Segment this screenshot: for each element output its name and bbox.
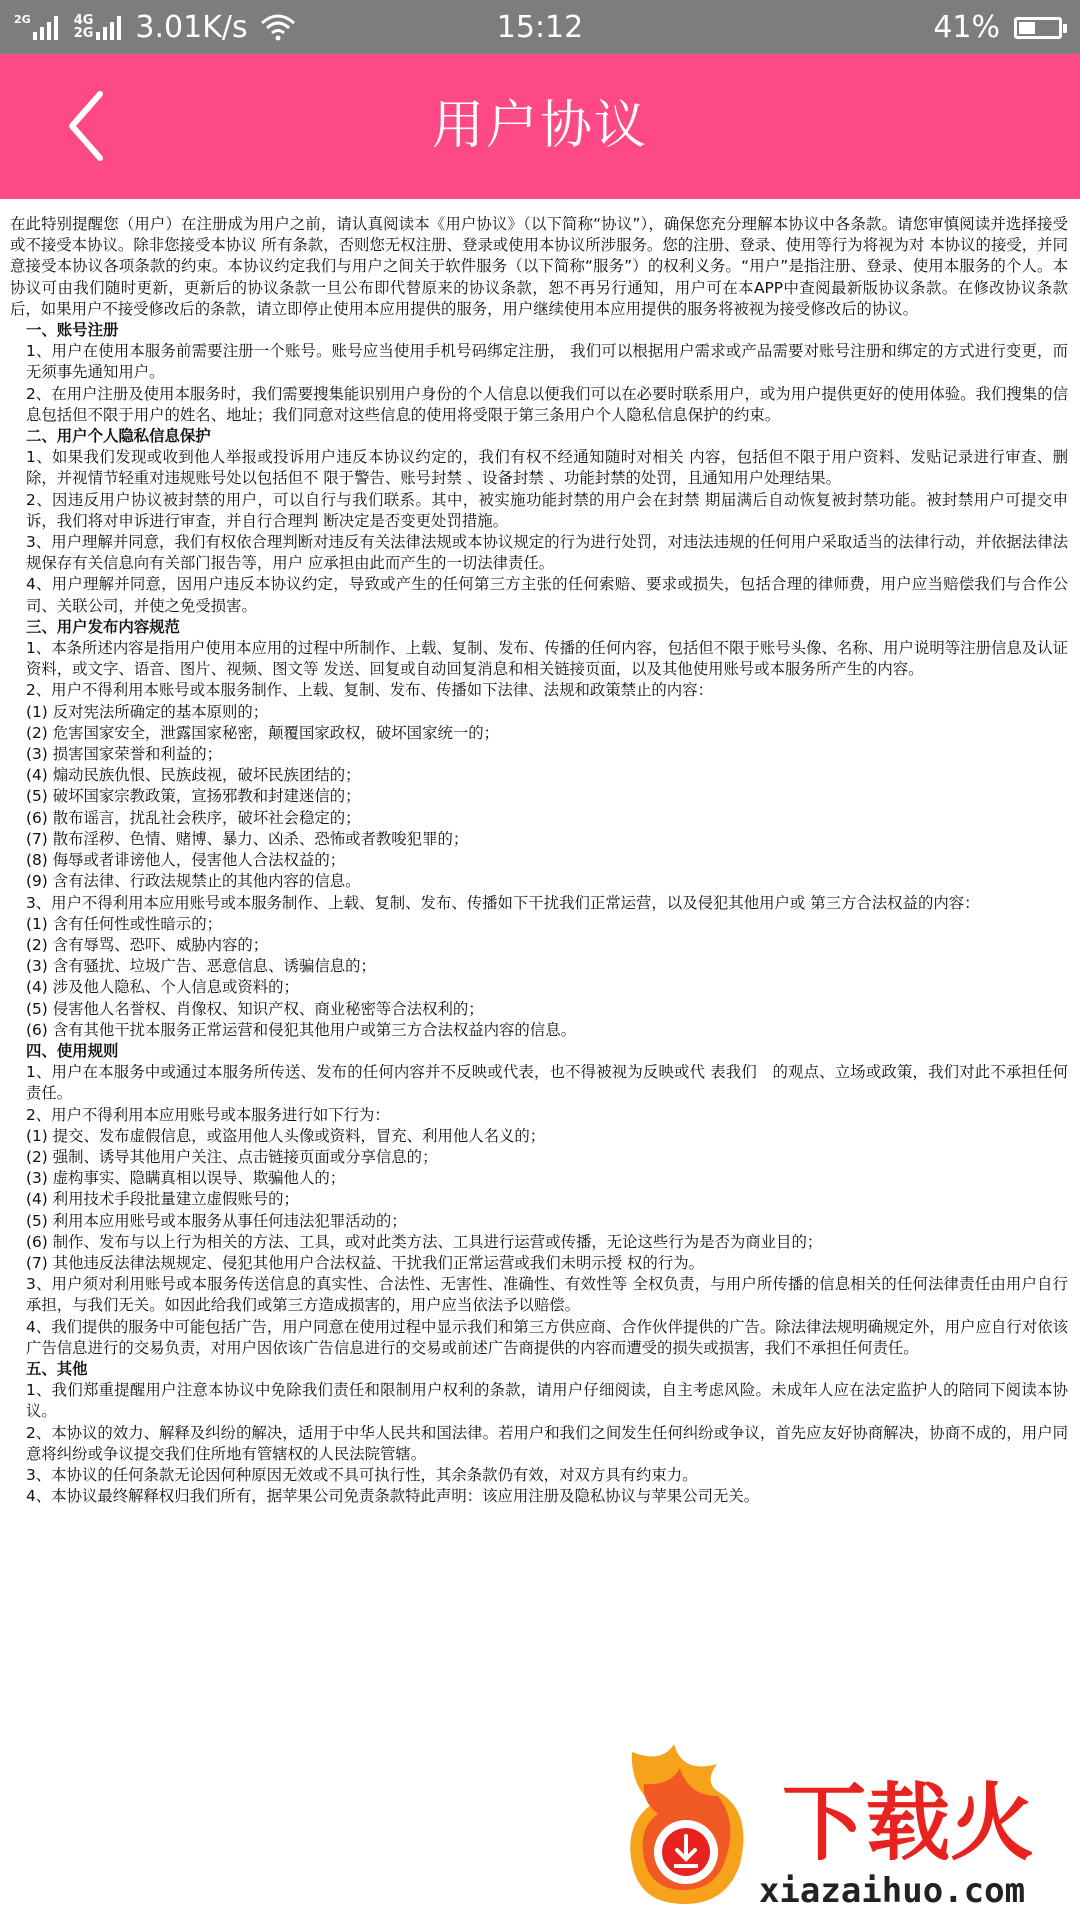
battery-percent: 41% <box>933 10 1000 45</box>
list-item: (8) 侮辱或者诽谤他人，侵害他人合法权益的； <box>26 851 346 870</box>
list-item: (6) 制作、发布与以上行为相关的方法、工具，或对此类方法、工具进行运营或传播，无论这些行为是否为商业目的； <box>26 1232 823 1251</box>
list-item: (2) 危害国家安全，泄露国家秘密，颠覆国家政权，破坏国家统一的； <box>26 723 500 742</box>
list-item: (1) 含有任何性或性暗示的； <box>26 914 222 933</box>
list-item: (6) 散布谣言，扰乱社会秩序，破坏社会稳定的； <box>26 808 361 827</box>
paragraph: 4、用户理解并同意，因用户违反本协议约定，导致或产生的任何第三方主张的任何索赔、要求或损失，包括合理的律师费，用户应当赔偿我们与合作公司、关联公司，并使之免受损害。 <box>26 575 1068 615</box>
watermark-brand: 下载火 <box>781 1774 1035 1872</box>
paragraph: 4、我们提供的服务中可能包括广告，用户同意在使用过程中显示我们和第三方供应商、合作伙伴提供的广告。除法律法规明确规定外，用户应自行对依该广告信息进行的交易负责，对用户因依该广告信息进行的交易或前述广告商提供的内容而遭受的损失或损害，我们不承担任何责任。 <box>26 1317 1068 1357</box>
section-heading: 三、用户发布内容规范 <box>26 617 180 636</box>
list-item: (1) 反对宪法所确定的基本原则的； <box>26 702 269 721</box>
battery-status <box>933 10 1062 45</box>
paragraph: 2、在用户注册及使用本服务时，我们需要搜集能识别用户身份的个人信息以便我们可以在必要时联系用户，或为用户提供更好的使用体验。我们搜集的信息包括但不限于用户的姓名、地址；我们同意对这些信息的使用将受限于第三条用户个人隐私信息保护的约束。 <box>26 384 1068 424</box>
section-heading: 二、用户个人隐私信息保护 <box>26 427 211 446</box>
paragraph: 2、本协议的效力、解释及纠纷的解决，适用于中华人民共和国法律。若用户和我们之间发生任何纠纷或争议，首先应友好协商解决，协商不成的，用户同意将纠纷或争议提交我们住所地有管辖权的人民法院管辖。 <box>26 1423 1068 1463</box>
paragraph: 2、用户不得利用本账号或本服务制作、上载、复制、发布、传播如下法律、法规和政策禁止的内容： <box>26 681 713 700</box>
back-arrow-icon <box>72 94 100 158</box>
list-item: (4) 煽动民族仇恨、民族歧视，破坏民族团结的； <box>26 766 361 785</box>
paragraph: 2、用户不得利用本应用账号或本服务进行如下行为： <box>26 1105 390 1124</box>
section-heading: 一、账号注册 <box>26 321 119 340</box>
paragraph: 1、如果我们发现或收到他人举报或投诉用户违反本协议约定的，我们有权不经通知随时对相关 内容，包括但不限于用户资料、发贴记录进行审查、删除，并视情节轻重对违规账号处以包括但不 限于警告、账号封禁 、设备封禁 、功能封禁的处罚，且通知用户处理结果。 <box>26 448 1068 488</box>
clock: 15:12 <box>496 10 584 45</box>
list-item: (1) 提交、发布虚假信息，或盗用他人头像或资料，冒充、利用他人名义的； <box>26 1126 546 1145</box>
list-item: (3) 虚构事实、隐瞒真相以误导、欺骗他人的； <box>26 1169 346 1188</box>
paragraph: 4、本协议最终解释权归我们所有，据苹果公司免责条款特此声明：该应用注册及隐私协议与苹果公司无关。 <box>26 1487 760 1506</box>
net-speed: 3.01K/s <box>135 9 248 45</box>
back-button[interactable] <box>60 86 120 166</box>
battery-fill <box>1019 22 1035 34</box>
paragraph: 3、用户理解并同意，我们有权依合理判断对违反有关法律法规或本协议规定的行为进行处罚，对违法违规的任何用户采取适当的法律行动，并依据法律法规保存有关信息向有关部门报告等，用户 应承担由此而产生的一切法律责任。 <box>26 533 1068 573</box>
watermark-domain: xiazaihuo.com <box>758 1871 1026 1911</box>
list-item: (5) 侵害他人名誉权、肖像权、知识产权、商业秘密等合法权利的； <box>26 999 484 1018</box>
paragraph: 1、用户在使用本服务前需要注册一个账号。账号应当使用手机号码绑定注册， 我们可以根据用户需求或产品需要对账号注册和绑定的方式进行变更，而无须事先通知用户。 <box>26 342 1068 382</box>
signal-2-bottom: 2G <box>73 26 94 41</box>
list-item: (2) 强制、诱导其他用户关注、点击链接页面或分享信息的； <box>26 1147 438 1166</box>
list-item: (7) 散布淫秽、色情、赌博、暴力、凶杀、恐怖或者教唆犯罪的； <box>26 829 469 848</box>
paragraph: 1、我们郑重提醒用户注意本协议中免除我们责任和限制用户权利的条款，请用户仔细阅读，自主考虑风险。未成年人应在法定监护人的陪同下阅读本协议。 <box>26 1381 1068 1421</box>
paragraph: 2、因违反用户协议被封禁的用户，可以自行与我们联系。其中，被实施功能封禁的用户会在封禁 期届满后自动恢复被封禁功能。被封禁用户可提交申诉，我们将对申诉进行审查，并自行合理判 断决定是否变更处罚措施。 <box>26 490 1068 530</box>
list-item: (3) 损害国家荣誉和利益的； <box>26 745 222 764</box>
agreement-text <box>10 214 1068 1507</box>
battery-icon <box>1014 17 1062 39</box>
list-item: (9) 含有法律、行政法规禁止的其他内容的信息。 <box>26 872 361 891</box>
status-bar <box>0 0 1080 54</box>
paragraph: 1、用户在本服务中或通过本服务所传送、发布的任何内容并不反映或代表，也不得被视为反映或代 表我们 的观点、立场或政策，我们对此不承担任何责任。 <box>26 1063 1068 1103</box>
list-item: (4) 利用技术手段批量建立虚假账号的； <box>26 1190 299 1209</box>
section-heading: 五、其他 <box>26 1359 88 1378</box>
list-item: (6) 含有其他干扰本服务正常运营和侵犯其他用户或第三方合法权益内容的信息。 <box>26 1020 576 1039</box>
list-item: (2) 含有辱骂、恐吓、威胁内容的； <box>26 935 269 954</box>
list-item: (5) 破坏国家宗教政策，宣扬邪教和封建迷信的； <box>26 787 361 806</box>
signal-2-top: 4G <box>73 13 94 28</box>
section-heading: 四、使用规则 <box>26 1041 119 1060</box>
list-item: (5) 利用本应用账号或本服务从事任何违法犯罪活动的； <box>26 1211 407 1230</box>
watermark-logo <box>622 1724 1072 1914</box>
paragraph: 3、用户不得利用本应用账号或本服务制作、上载、复制、发布、传播如下干扰我们正常运营，以及侵犯其他用户或 第三方合法权益的内容： <box>26 893 980 912</box>
paragraph: 在此特别提醒您（用户）在注册成为用户之前，请认真阅读本《用户协议》（以下简称“协议”），确保您充分理解本协议中各条款。请您审慎阅读并选择接受或不接受本协议。除非您接受本协议 所有条款，否则您无权注册、登录或使用本协议所涉服务。您的注册、登录、使用等行为将视为对 本协议的接受，并同意接受本协议各项条款的约束。本协议约定我们与用户之间关于软件服务（以下简称“服务”）的权利义务。“用户”是指注册、登录、使用本服务的个人。本协议可由我们随时更新，更新后的协议条款一旦公布即代替原来的协议条款，恕不再另行通知，用户可在本APP中查阅最新版协议条款。在修改协议条款后，如果用户不接受修改后的条款，请立即停止使用本应用提供的服务，用户继续使用本应用提供的服务将被视为接受修改后的协议。 <box>10 215 1068 318</box>
paragraph: 3、用户须对利用账号或本服务传送信息的真实性、合法性、无害性、准确性、有效性等 全权负责，与用户所传播的信息相关的任何法律责任由用户自行承担，与我们无关。如因此给我们或第三方造成损害的，用户应当依法予以赔偿。 <box>26 1275 1068 1315</box>
paragraph: 1、本条所述内容是指用户使用本应用的过程中所制作、上载、复制、发布、传播的任何内容，包括但不限于账号头像、名称、用户说明等注册信息及认证资料，或文字、语音、图片、视频、图文等 发送、回复或自动回复消息和相关链接页面，以及其他使用账号或本服务所产生的内容。 <box>26 639 1068 679</box>
signal-1-type: 2G <box>14 13 31 26</box>
list-item: (7) 其他违反法律法规规定、侵犯其他用户合法权益、干扰我们正常运营或我们未明示授 权的行为。 <box>26 1253 704 1272</box>
paragraph: 3、本协议的任何条款无论因何种原因无效或不具可执行性，其余条款仍有效，对双方具有约束力。 <box>26 1465 698 1484</box>
header-bar <box>0 54 1080 199</box>
page-title: 用户协议 <box>431 96 648 156</box>
flame-logo-icon <box>630 1744 743 1904</box>
list-item: (3) 含有骚扰、垃圾广告、恶意信息、诱骗信息的； <box>26 957 376 976</box>
list-item: (4) 涉及他人隐私、个人信息或资料的； <box>26 978 299 997</box>
